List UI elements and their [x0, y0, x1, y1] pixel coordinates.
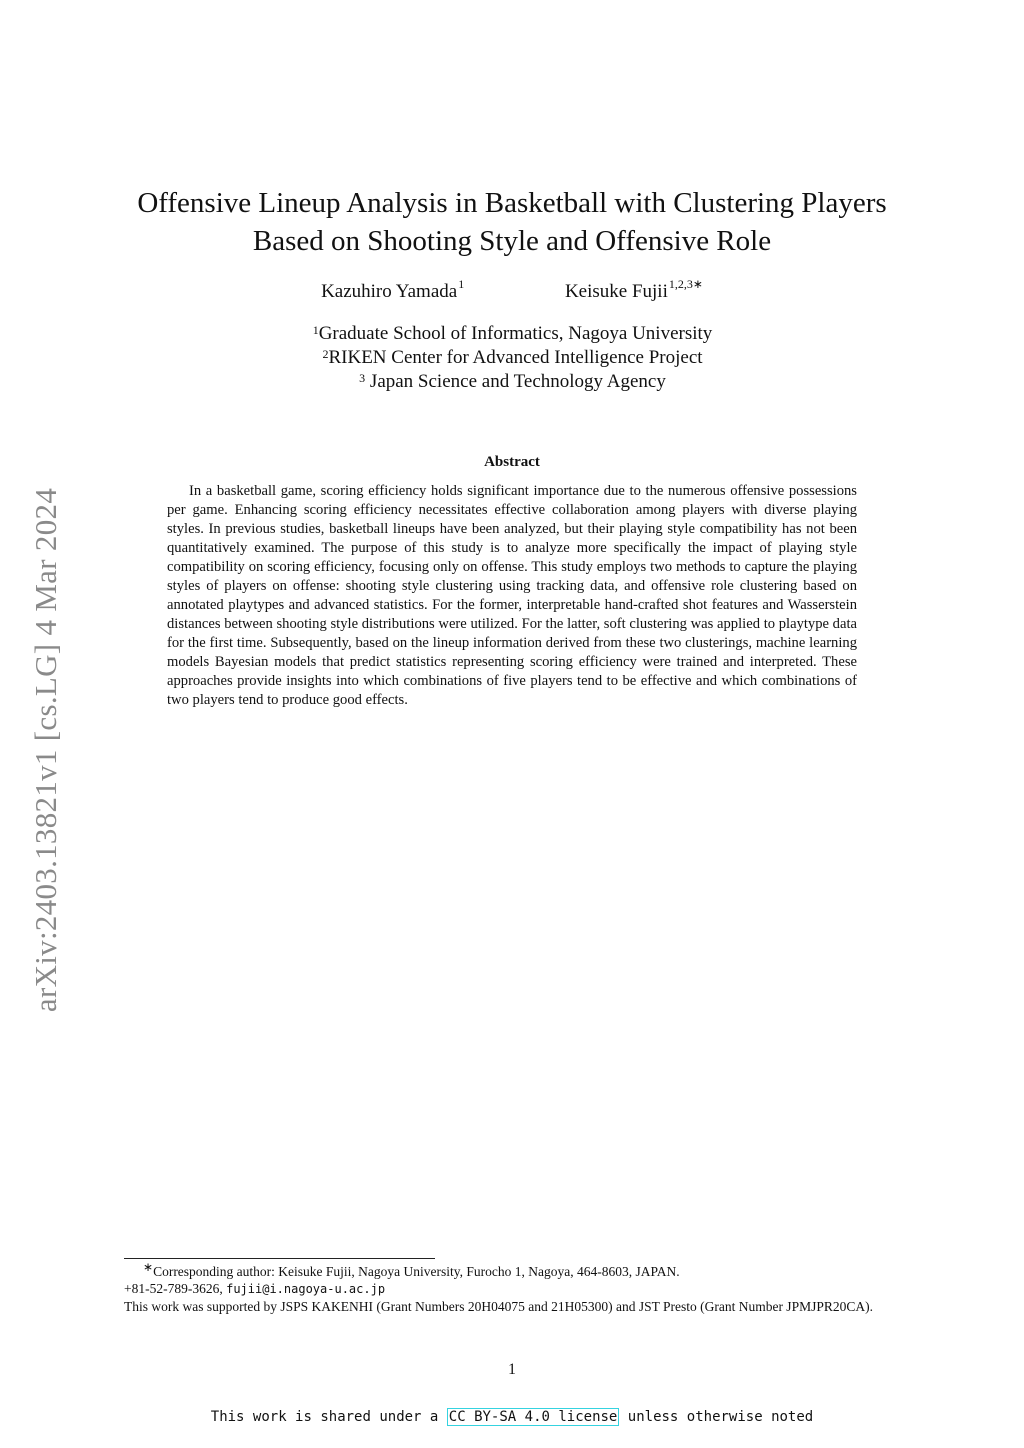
license-link[interactable]: CC BY-SA 4.0 license — [448, 1409, 618, 1425]
author-2-name: Keisuke Fujii — [564, 281, 668, 302]
affiliation-3-mark: 3 — [359, 371, 366, 385]
footnote-contact — [124, 1280, 904, 1298]
affiliation-2 — [110, 346, 914, 370]
author-2-affiliation-mark: 1,2,3∗ — [668, 277, 703, 291]
author-1-name: Kazuhiro Yamada — [321, 281, 458, 302]
author-2 — [564, 277, 703, 303]
footnote-block — [124, 1260, 904, 1315]
author-1-affiliation-mark: 1 — [458, 277, 465, 291]
footnote-funding: This work was supported by JSPS KAKENHI (Grant Numbers 20H04075 and 21H05300) and JST Presto (Grant Number JPMJPR20CA). — [124, 1299, 873, 1314]
author-1 — [321, 277, 465, 303]
footnote-phone: +81-52-789-3626, — [124, 1281, 227, 1296]
footnote-corresponding — [124, 1260, 904, 1280]
paper-title — [110, 184, 914, 260]
affiliation-2-text: RIKEN Center for Advanced Intelligence Project — [328, 347, 703, 368]
affiliation-3 — [110, 370, 914, 394]
license-notice — [0, 1409, 1024, 1425]
license-prefix: This work is shared under a — [210, 1409, 447, 1425]
affiliation-1-text: Graduate School of Informatics, Nagoya University — [318, 323, 713, 344]
title-line-2: Based on Shooting Style and Offensive Role — [252, 225, 772, 257]
affiliation-list — [110, 322, 914, 394]
abstract-body: In a basketball game, scoring efficiency holds significant importance due to the numerous offensive possessions per game. Enhancing scoring efficiency necessitates effective collaboration among players with diverse playing styles. In previous studies, basketball lineups have been analyzed, but their playing style compatibility has not been quantitatively examined. The purpose of this study is to analyze more specifically the impact of playing style compatibility on scoring efficiency, focusing only on offense. This study employs two methods to capture the playing styles of players on offense: shooting style clustering using tracking data, and offensive role clustering based on annotated playtypes and advanced statistics. For the former, interpretable hand-crafted shot features and Wasserstein distances between shooting style distributions were utilized. For the latter, soft clustering was applied to playtype data for the first time. Subsequently, based on the lineup information derived from these two clusterings, machine learning models Bayesian models that predict statistics representing scoring efficiency were trained and interpreted. These approaches provide insights into which combinations of five players tend to be effective and which combinations of two players tend to produce good effects. — [167, 483, 857, 708]
affiliation-3-text: Japan Science and Technology Agency — [365, 371, 666, 392]
affiliation-2-mark: 2 — [322, 347, 329, 361]
footnote-email-link[interactable]: fujii@i.nagoya-u.ac.jp — [226, 1282, 386, 1296]
affiliation-1 — [110, 322, 914, 346]
footnote-divider — [124, 1258, 435, 1259]
footnote-corresponding-text: Corresponding author: Keisuke Fujii, Nagoya University, Furocho 1, Nagoya, 464-8603, JAPAN. — [153, 1264, 680, 1279]
license-suffix: unless otherwise noted — [619, 1409, 814, 1425]
abstract-heading: Abstract — [484, 454, 540, 470]
title-line-1: Offensive Lineup Analysis in Basketball with Clustering Players — [137, 187, 887, 219]
footnote-mark: ∗ — [143, 1260, 154, 1274]
author-list — [110, 277, 914, 303]
page-number: 1 — [508, 1361, 516, 1378]
affiliation-1-mark: 1 — [312, 323, 319, 337]
arxiv-identifier-stamp: arXiv:2403.13821v1 [cs.LG] 4 Mar 2024 — [28, 487, 63, 1013]
